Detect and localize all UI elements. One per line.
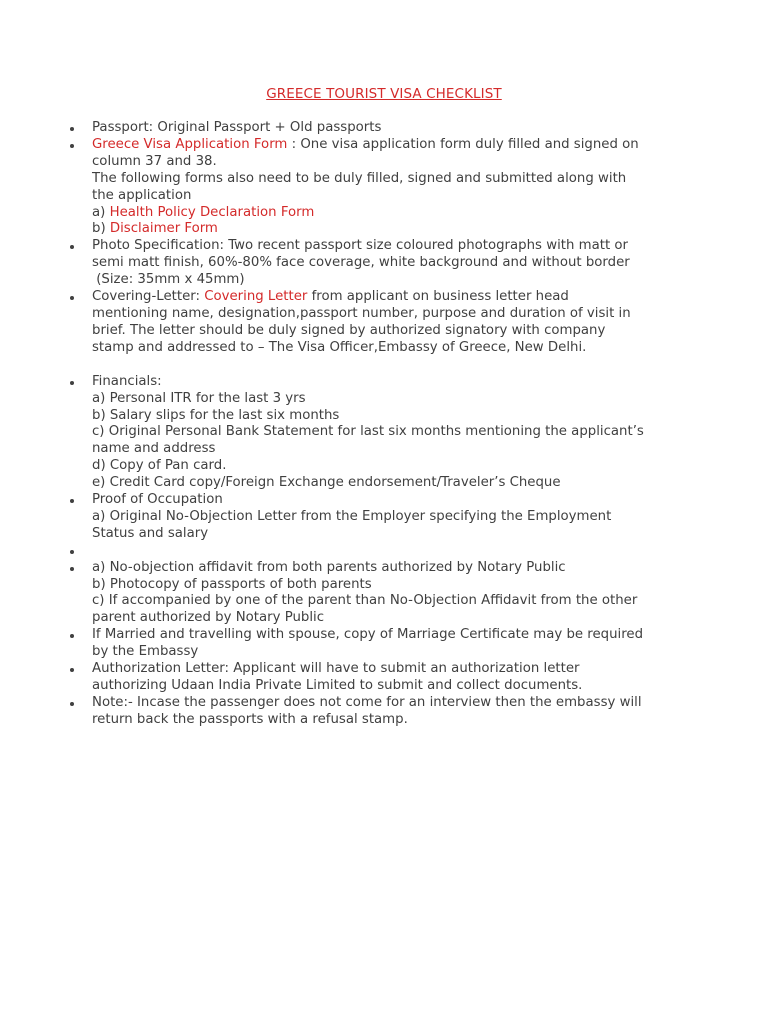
list-item: If Married and travelling with spouse, copy of Marriage Certificate may be required by the Embassy bbox=[68, 627, 708, 661]
list-item: a) No-objection affidavit from both parents authorized by Notary Public b) Photocopy of passports of both parents c) If accompanied by one of the parent than No-Objection Affidavit from the other parent authorized by Notary Public bbox=[68, 560, 708, 628]
list-item: Photo Specification: Two recent passport size coloured photographs with matt or semi matt finish, 60%-80% face coverage, white background and without border (Size: 35mm x 45mm) bbox=[68, 238, 708, 289]
list-item-empty bbox=[68, 543, 708, 560]
checklist bbox=[68, 120, 708, 729]
list-item: Financials: a) Personal ITR for the last 3 yrs b) Salary slips for the last six months c) Original Personal Bank Statement for last six months mentioning the applicant’s name and address d) Copy of Pan card. e) Credit Card copy/Foreign Exchange endorsement/Traveler’s Cheque bbox=[68, 374, 708, 492]
health-policy-declaration-link[interactable]: Health Policy Declaration Form bbox=[109, 204, 315, 220]
list-item: Covering-Letter: Covering Letter from applicant on business letter head mentioning name, designation,passport number, purpose and duration of visit in brief. The letter should be duly signed by authorized signatory with company stamp and addressed to – The Visa Officer,Embassy of Greece, New Delhi. bbox=[68, 289, 708, 357]
covering-letter-link[interactable]: Covering Letter bbox=[204, 289, 308, 305]
list-item: Greece Visa Application Form : One visa application form duly filled and signed on column 37 and 38. The following forms also need to be duly filled, signed and submitted along with the application a) Health Policy Declaration Form b) Disclaimer Form bbox=[68, 137, 708, 238]
list-item: Authorization Letter: Applicant will have to submit an authorization letter authorizing Udaan India Private Limited to submit and collect documents. bbox=[68, 661, 708, 695]
visa-application-form-link[interactable]: Greece Visa Application Form bbox=[92, 136, 288, 152]
list-item: Passport: Original Passport + Old passports bbox=[68, 120, 708, 137]
list-item: Note:- Incase the passenger does not come for an interview then the embassy will return back the passports with a refusal stamp. bbox=[68, 695, 708, 729]
disclaimer-form-link[interactable]: Disclaimer Form bbox=[109, 221, 218, 237]
page-title: GREECE TOURIST VISA CHECKLIST bbox=[266, 86, 502, 102]
list-item: Proof of Occupation a) Original No-Objection Letter from the Employer specifying the Employment Status and salary bbox=[68, 492, 708, 543]
